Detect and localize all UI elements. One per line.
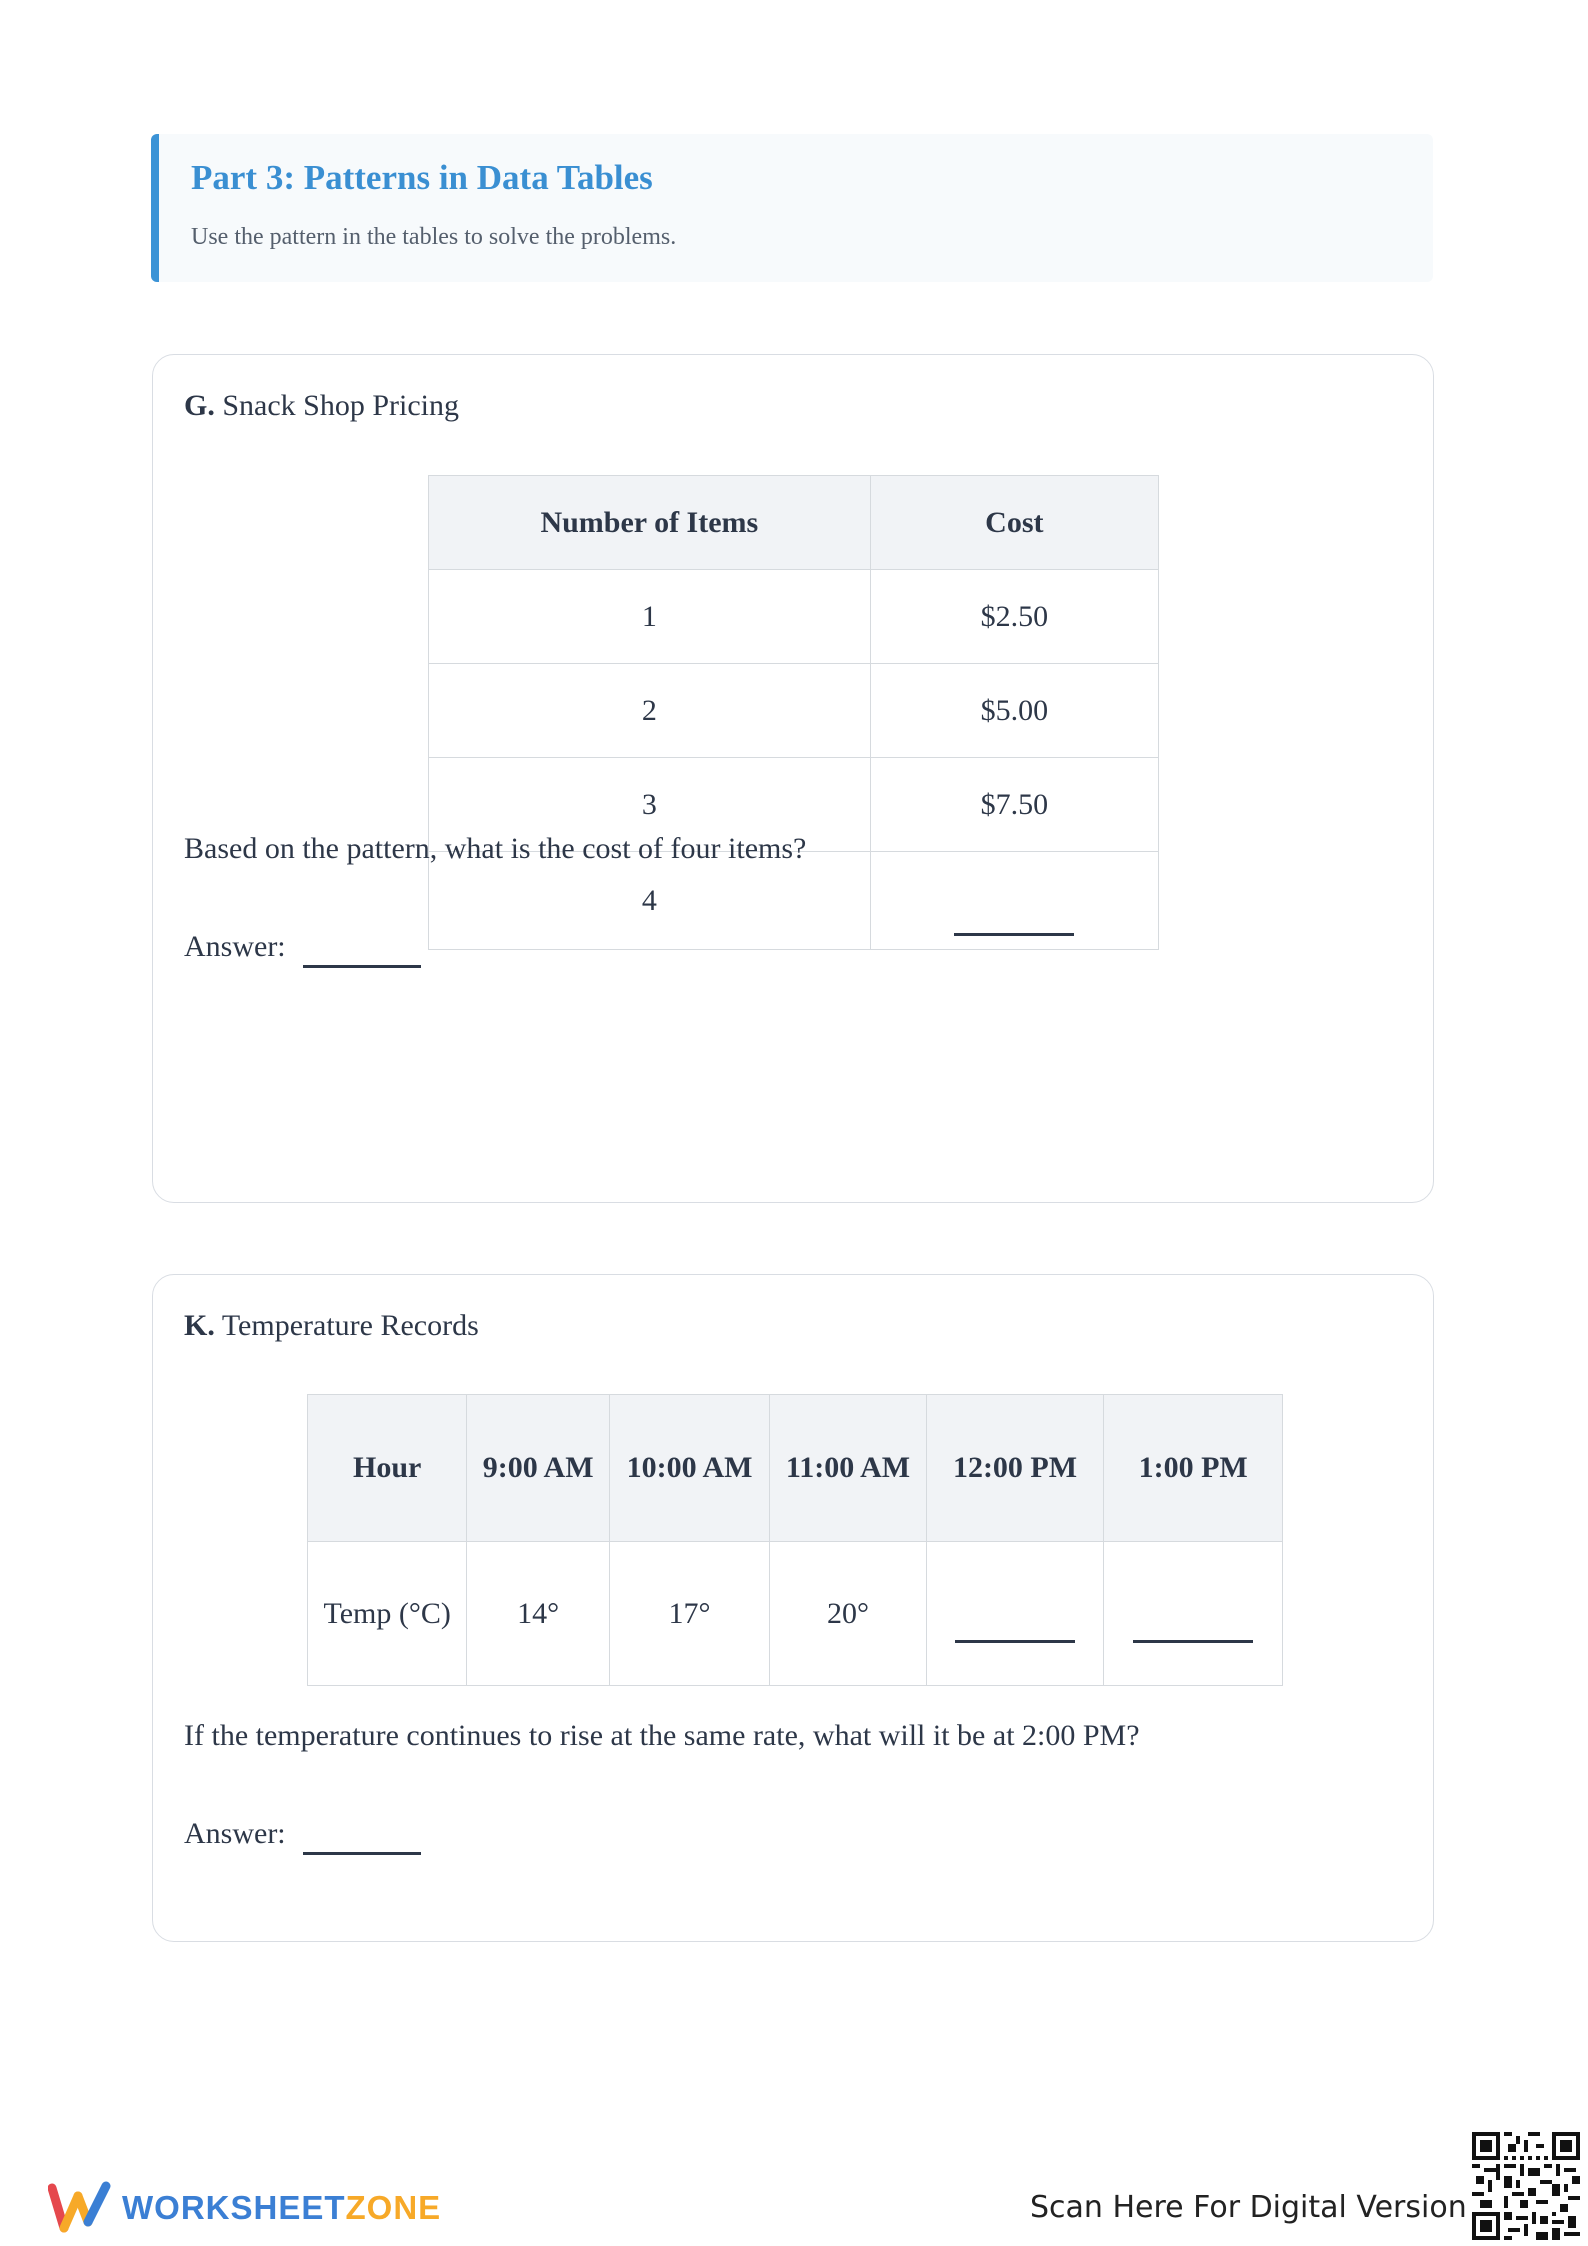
answer-blank[interactable] bbox=[954, 933, 1074, 936]
table-header-row bbox=[308, 1395, 1283, 1542]
section-subtitle: Use the pattern in the tables to solve the problems. bbox=[191, 224, 677, 250]
column-header-hour: Hour bbox=[308, 1395, 467, 1542]
problem-title: Snack Shop Pricing bbox=[222, 389, 460, 422]
qr-code-icon[interactable] bbox=[1472, 2132, 1580, 2240]
cost-cell: $2.50 bbox=[870, 570, 1158, 664]
temp-cell: 20° bbox=[770, 1542, 926, 1686]
section-title: Part 3: Patterns in Data Tables bbox=[191, 158, 653, 197]
answer-row bbox=[184, 1817, 421, 1851]
cost-blank-cell[interactable] bbox=[870, 852, 1158, 950]
answer-label: Answer: bbox=[184, 1817, 286, 1850]
problem-title: Temperature Records bbox=[221, 1309, 479, 1342]
logo-w-icon bbox=[48, 2180, 112, 2236]
answer-blank[interactable] bbox=[303, 965, 421, 968]
question-text: If the temperature continues to rise at the same rate, what will it be at 2:00 PM? bbox=[184, 1719, 1140, 1752]
table-header-row bbox=[429, 476, 1159, 570]
table-row bbox=[429, 852, 1159, 950]
items-cell: 3 bbox=[429, 758, 871, 852]
problem-card-k bbox=[152, 1274, 1434, 1942]
items-cell: 1 bbox=[429, 570, 871, 664]
row-label-temp: Temp (°C) bbox=[308, 1542, 467, 1686]
answer-blank[interactable] bbox=[1133, 1640, 1253, 1643]
section-header bbox=[151, 134, 1433, 282]
problem-card-g bbox=[152, 354, 1434, 1203]
problem-label bbox=[184, 389, 459, 423]
items-cell: 4 bbox=[429, 852, 871, 950]
answer-blank[interactable] bbox=[303, 1852, 421, 1855]
column-header-time: 11:00 AM bbox=[770, 1395, 926, 1542]
question-text: Based on the pattern, what is the cost of four items? bbox=[184, 832, 807, 865]
temperature-table bbox=[307, 1394, 1283, 1686]
answer-blank[interactable] bbox=[955, 1640, 1075, 1643]
worksheetzone-logo[interactable] bbox=[48, 2180, 441, 2236]
temp-blank-cell[interactable] bbox=[1104, 1542, 1283, 1686]
table-row bbox=[429, 570, 1159, 664]
problem-letter: K. bbox=[184, 1309, 215, 1342]
cost-cell: $5.00 bbox=[870, 664, 1158, 758]
answer-row bbox=[184, 930, 421, 964]
cost-cell: $7.50 bbox=[870, 758, 1158, 852]
scan-caption: Scan Here For Digital Version bbox=[1030, 2190, 1467, 2225]
table-row bbox=[308, 1542, 1283, 1686]
items-cell: 2 bbox=[429, 664, 871, 758]
temp-blank-cell[interactable] bbox=[926, 1542, 1104, 1686]
problem-letter: G. bbox=[184, 389, 215, 422]
column-header-time: 9:00 AM bbox=[467, 1395, 609, 1542]
table-row bbox=[429, 664, 1159, 758]
problem-label bbox=[184, 1309, 479, 1343]
column-header-time: 1:00 PM bbox=[1104, 1395, 1283, 1542]
column-header-time: 12:00 PM bbox=[926, 1395, 1104, 1542]
column-header-items: Number of Items bbox=[429, 476, 871, 570]
temp-cell: 17° bbox=[609, 1542, 769, 1686]
answer-label: Answer: bbox=[184, 930, 286, 963]
column-header-cost: Cost bbox=[870, 476, 1158, 570]
column-header-time: 10:00 AM bbox=[609, 1395, 769, 1542]
brand-name: WORKSHEETZONE bbox=[122, 2189, 442, 2226]
snack-pricing-table bbox=[428, 475, 1159, 950]
temp-cell: 14° bbox=[467, 1542, 609, 1686]
